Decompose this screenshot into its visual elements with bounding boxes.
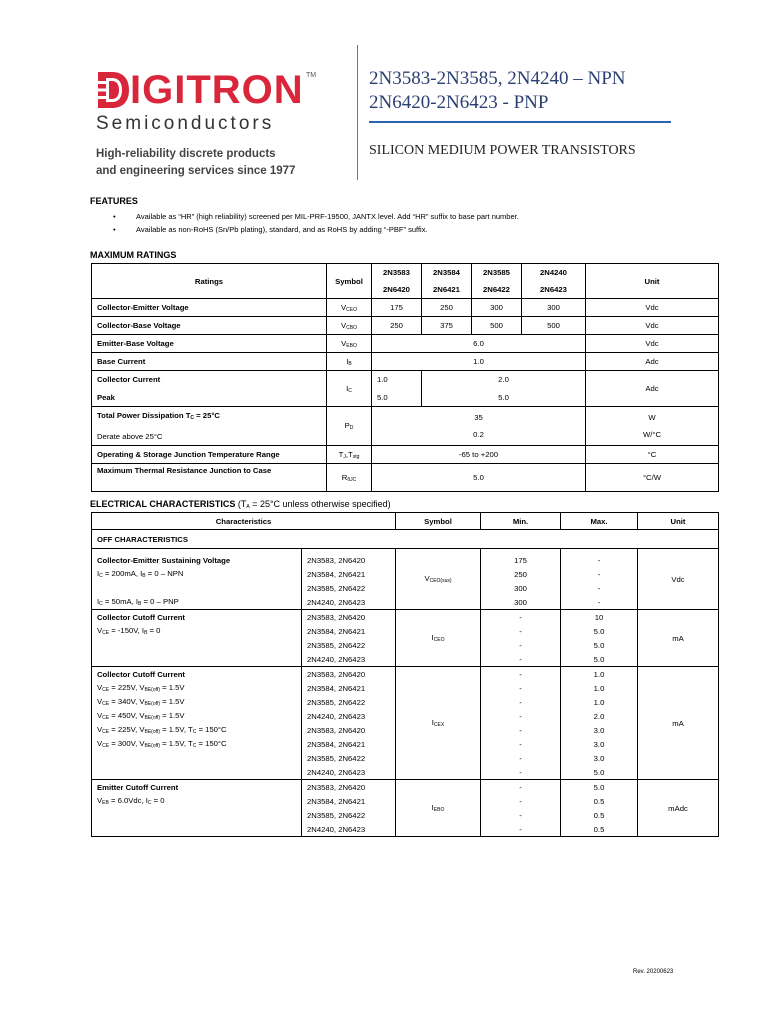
part-numbers: 2N4240, 2N6423 [302, 709, 396, 723]
max-ratings-heading: MAXIMUM RATINGS [90, 250, 177, 260]
char-condition: $V_{CE} = 225V$, $V_{BE(off)} = 1.5V$, $T_C = 150^\circ C$ [92, 723, 302, 737]
part-numbers: 2N3585, 2N6422 [302, 581, 396, 595]
rating-symbol: $I_B$ [327, 353, 372, 371]
max-value: - [561, 567, 638, 581]
max-value: 5.0 [561, 638, 638, 652]
rating-value: 1.0 [372, 353, 586, 371]
header-max: Max. [561, 513, 638, 530]
max-value: 0.5 [561, 822, 638, 837]
min-value: - [481, 638, 561, 652]
char-symbol: $I_{CEO}$ [396, 610, 481, 667]
rating-unit: W W/°C [586, 407, 719, 446]
part-numbers: 2N4240, 2N6423 [302, 822, 396, 837]
max-value: - [561, 595, 638, 610]
rating-value: 300 [522, 299, 586, 317]
electrical-table [91, 512, 719, 837]
char-condition: $V_{CE} = 225V$, $V_{BE(off)} = 1.5V$ [92, 681, 302, 695]
rating-value: 6.0 [372, 335, 586, 353]
rating-unit: Vdc [586, 317, 719, 335]
header-symbol: Symbol [396, 513, 481, 530]
max-ratings-table [91, 263, 719, 492]
min-value: - [481, 610, 561, 625]
blank-cell [92, 652, 302, 667]
header-part: 2N6420 [372, 281, 422, 299]
rating-value: 1.0 5.0 [372, 371, 422, 407]
min-value: - [481, 780, 561, 795]
min-value: - [481, 681, 561, 695]
header-ratings: Ratings [92, 264, 327, 299]
part-numbers: 2N3583, 2N6420 [302, 723, 396, 737]
blank-cell [92, 808, 302, 822]
max-value: 5.0 [561, 780, 638, 795]
header-symbol: Symbol [327, 264, 372, 299]
max-value: 5.0 [561, 624, 638, 638]
rating-unit: Adc [586, 353, 719, 371]
rating-label: Collector-Base Voltage [92, 317, 327, 335]
min-value: - [481, 652, 561, 667]
part-numbers: 2N3583, 2N6420 [302, 549, 396, 568]
max-value: 3.0 [561, 737, 638, 751]
max-value: 3.0 [561, 751, 638, 765]
rating-label: Total Power Dissipation $T_C = 25^\circ C$ Derate above 25°C [92, 407, 327, 446]
min-value: - [481, 751, 561, 765]
max-value: 1.0 [561, 681, 638, 695]
rating-symbol: $V_{CEO}$ [327, 299, 372, 317]
table-row [92, 371, 719, 407]
product-subtitle: SILICON MEDIUM POWER TRANSISTORS [369, 143, 636, 158]
table-row [92, 530, 719, 549]
max-value: 0.5 [561, 808, 638, 822]
rating-value: 5.0 [372, 464, 586, 492]
header-part: 2N3584 [422, 264, 472, 282]
table-header-row [92, 264, 719, 282]
rating-symbol: $V_{EBO}$ [327, 335, 372, 353]
features-heading: FEATURES [90, 196, 138, 206]
char-unit: mAdc [638, 780, 719, 837]
header-divider [357, 45, 358, 180]
char-condition: $I_C = 50mA$, $I_B = 0$ – PNP [92, 595, 302, 610]
trademark-mark: TM [306, 72, 317, 79]
char-title: Collector Cutoff Current [92, 667, 302, 682]
max-value: - [561, 549, 638, 568]
char-title: Collector-Emitter Sustaining Voltage [92, 549, 302, 568]
char-title: Emitter Cutoff Current [92, 780, 302, 795]
max-value: 1.0 [561, 695, 638, 709]
char-unit: mA [638, 667, 719, 780]
table-row [92, 446, 719, 464]
rating-symbol: $I_C$ [327, 371, 372, 407]
table-row [92, 464, 719, 492]
part-numbers: 2N3583, 2N6420 [302, 610, 396, 625]
rating-label: Operating & Storage Junction Temperature Range [92, 446, 327, 464]
blank-cell [92, 765, 302, 780]
table-row [92, 610, 719, 625]
rating-label: Maximum Thermal Resistance Junction to Case [92, 464, 327, 492]
part-numbers: 2N3583, 2N6420 [302, 780, 396, 795]
rating-unit: °C/W [586, 464, 719, 492]
char-title: Collector Cutoff Current [92, 610, 302, 625]
table-row [92, 299, 719, 317]
rating-unit: Vdc [586, 335, 719, 353]
rating-symbol: $T_J,T_{stg}$ [327, 446, 372, 464]
min-value: - [481, 794, 561, 808]
min-value: - [481, 808, 561, 822]
part-numbers: 2N3585, 2N6422 [302, 695, 396, 709]
header-part: 2N6422 [472, 281, 522, 299]
part-numbers: 2N3584, 2N6421 [302, 737, 396, 751]
rating-label: Collector Current Peak [92, 371, 327, 407]
rating-value: 35 0.2 [372, 407, 586, 446]
max-value: 1.0 [561, 667, 638, 682]
max-value: 5.0 [561, 652, 638, 667]
min-value: - [481, 709, 561, 723]
char-condition: $I_C = 200mA$, $I_B = 0$ – NPN [92, 567, 302, 581]
min-value: 250 [481, 567, 561, 581]
header-part: 2N3585 [472, 264, 522, 282]
brand-name: IGITRON [130, 68, 304, 112]
char-condition: $V_{EB} = 6.0Vdc$, $I_C = 0$ [92, 794, 302, 808]
min-value: - [481, 737, 561, 751]
title-pnp: 2N6420-2N6423 - PNP [369, 92, 549, 113]
table-row [92, 335, 719, 353]
rating-value: 300 [472, 299, 522, 317]
char-unit: Vdc [638, 549, 719, 610]
part-numbers: 2N4240, 2N6423 [302, 765, 396, 780]
max-value: 5.0 [561, 765, 638, 780]
blank-cell [92, 638, 302, 652]
min-value: - [481, 822, 561, 837]
max-value: 0.5 [561, 794, 638, 808]
char-symbol: $I_{EBO}$ [396, 780, 481, 837]
part-numbers: 2N3585, 2N6422 [302, 638, 396, 652]
part-numbers: 2N4240, 2N6423 [302, 595, 396, 610]
brand-tagline [96, 146, 295, 180]
rating-value: 500 [472, 317, 522, 335]
min-value: 175 [481, 549, 561, 568]
min-value: 300 [481, 595, 561, 610]
rating-symbol: $P_D$ [327, 407, 372, 446]
char-condition: $V_{CE} = 450V$, $V_{BE(off)} = 1.5V$ [92, 709, 302, 723]
min-value: - [481, 765, 561, 780]
rating-symbol: $V_{CBO}$ [327, 317, 372, 335]
feature-item: • Available as “HR” (high reliability) screened per MIL-PRF-19500, JANTX level. Add “HR” suffix to base part number. [113, 210, 519, 223]
tagline-line-2: and engineering services since 1977 [96, 165, 296, 177]
rating-symbol: $R_{\theta JC}$ [327, 464, 372, 492]
feature-item: • Available as non-RoHS (Sn/Pb plating), standard, and as RoHS by adding “-PBF” suffix. [113, 223, 519, 236]
off-characteristics-label: OFF CHARACTERISTICS [92, 530, 719, 549]
table-row [92, 407, 719, 446]
min-value: - [481, 624, 561, 638]
rating-label: Base Current [92, 353, 327, 371]
rating-value: -65 to +200 [372, 446, 586, 464]
min-value: - [481, 723, 561, 737]
header-unit: Unit [638, 513, 719, 530]
part-numbers: 2N3584, 2N6421 [302, 624, 396, 638]
blank-cell [92, 751, 302, 765]
header-part: 2N6421 [422, 281, 472, 299]
min-value: - [481, 695, 561, 709]
revision-label: Rev. 20200623 [633, 969, 674, 975]
rating-label: Emitter-Base Voltage [92, 335, 327, 353]
table-row [92, 780, 719, 795]
electrical-heading: ELECTRICAL CHARACTERISTICS ($T_A = 25^\circ C$ unless otherwise specified) [90, 499, 391, 510]
logo-d-mark-icon [96, 70, 130, 110]
blank-cell [92, 581, 302, 595]
max-value: 2.0 [561, 709, 638, 723]
char-condition: $V_{CE} = -150V$, $I_B = 0$ [92, 624, 302, 638]
rating-unit: Adc [586, 371, 719, 407]
rating-value: 375 [422, 317, 472, 335]
char-unit: mA [638, 610, 719, 667]
part-numbers: 2N3584, 2N6421 [302, 681, 396, 695]
features-list [113, 210, 519, 236]
header-unit: Unit [586, 264, 719, 299]
title-npn: 2N3583-2N3585, 2N4240 – NPN [369, 68, 626, 89]
rating-unit: Vdc [586, 299, 719, 317]
rating-label: Collector-Emitter Voltage [92, 299, 327, 317]
rating-value: 2.0 5.0 [422, 371, 586, 407]
max-value: 3.0 [561, 723, 638, 737]
rating-unit: °C [586, 446, 719, 464]
min-value: - [481, 667, 561, 682]
char-condition: $V_{CE} = 340V$, $V_{BE(off)} = 1.5V$ [92, 695, 302, 709]
char-condition: $V_{CE} = 300V$, $V_{BE(off)} = 1.5V$, $T_C = 150^\circ C$ [92, 737, 302, 751]
brand-logo [96, 70, 304, 110]
table-row [92, 667, 719, 682]
tagline-line-1: High-reliability discrete products [96, 148, 276, 160]
brand-subtitle: Semiconductors [96, 113, 275, 134]
header-characteristics: Characteristics [92, 513, 396, 530]
part-numbers: 2N3585, 2N6422 [302, 808, 396, 822]
header-min: Min. [481, 513, 561, 530]
part-numbers: 2N3583, 2N6420 [302, 667, 396, 682]
part-numbers: 2N4240, 2N6423 [302, 652, 396, 667]
rating-value: 250 [422, 299, 472, 317]
header-part: 2N4240 [522, 264, 586, 282]
table-row [92, 317, 719, 335]
part-numbers: 2N3584, 2N6421 [302, 567, 396, 581]
table-row [92, 549, 719, 568]
rating-value: 175 [372, 299, 422, 317]
part-numbers: 2N3584, 2N6421 [302, 794, 396, 808]
char-symbol: $V_{CEO(sus)}$ [396, 549, 481, 610]
rating-value: 500 [522, 317, 586, 335]
header-part: 2N6423 [522, 281, 586, 299]
max-value: - [561, 581, 638, 595]
table-header-row [92, 513, 719, 530]
blank-cell [92, 822, 302, 837]
table-row [92, 353, 719, 371]
part-numbers: 2N3585, 2N6422 [302, 751, 396, 765]
header-part: 2N3583 [372, 264, 422, 282]
rating-value: 250 [372, 317, 422, 335]
title-rule [369, 121, 671, 123]
char-symbol: $I_{CEX}$ [396, 667, 481, 780]
max-value: 10 [561, 610, 638, 625]
min-value: 300 [481, 581, 561, 595]
